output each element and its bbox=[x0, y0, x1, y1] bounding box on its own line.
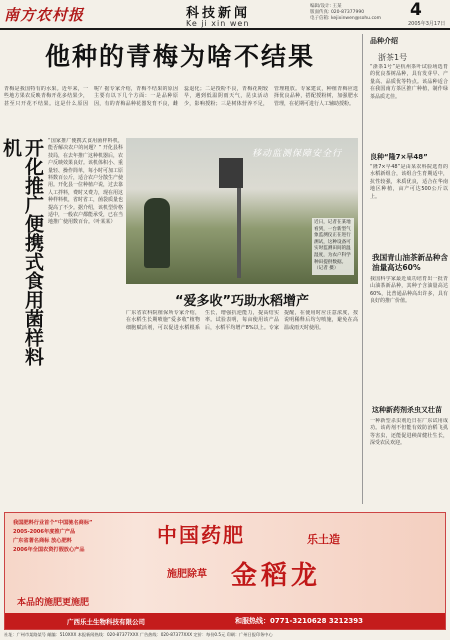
ad-claim: 广东省著名商标 放心肥料 bbox=[13, 538, 72, 544]
sub-story-headline: “爱多收”巧助水稻增产 bbox=[174, 294, 310, 309]
side-story-headline: 开化推广便携式食用菌样料机 bbox=[0, 138, 44, 366]
fertilizer-advertisement bbox=[4, 512, 446, 630]
photo-caption: 移动监测保障安全行 bbox=[252, 149, 343, 159]
item3-text: 我国科学家最近成功培育出一批青山油茶新品种，其种子含油量高达60%，比普通品种高出许多，具有良好的推广价值。 bbox=[370, 276, 448, 305]
ad-tagline: 施肥除草 bbox=[167, 569, 207, 580]
section-subtitle: Ke ji xin wen bbox=[186, 19, 250, 28]
ad-claim: 2006年全国农资打假放心产品 bbox=[13, 547, 85, 553]
item1-text: “浙茶1号”是杭州茶叶试验场选育的优良茶树品种，具有发芽早、产量高、品质优等特点。该品种适合在我国南方茶区推广种植，制作绿茶品质尤佳。 bbox=[370, 64, 448, 100]
side-story-text: “国家推广便携式食用菌样料机，能否解决农户的问题？” 开化县科技局，在去年推广这种机器后，农户反映效果良好。该机体积小、重量轻、操作简单，每小时可加工原料数百公斤，适合农户分散生产使用。开化县一位种植户说，过去靠人工拌料，费时又费力，现在用这种样料机，省时省工，菌袋质量也提高了不少。据介绍，该机型价格适中，一般农户都能承受，已在当地推广使用数百台。（叶某某） bbox=[48, 138, 123, 226]
page-footer: 社址：广州市某路某号 邮编：510XXX 本报新闻热线：020-87377XXX 广告热线：020-87377XXX 定价：每份0.5元 印刷：广州日报印务中心 bbox=[4, 632, 273, 637]
news-photo bbox=[126, 138, 358, 284]
item2-text: “隆7×早48”是由某农科院选育的水稻新组合，该组合生育期适中，抗性较强，米质优良，适合在华南地区种植，亩产可达500公斤以上。 bbox=[370, 164, 448, 200]
photo-person bbox=[144, 198, 170, 268]
issue-date: 2005年3月17日 bbox=[408, 21, 446, 27]
ad-headline: 中国药肥 bbox=[157, 523, 245, 547]
item1-title: 浙茶1号 bbox=[378, 53, 408, 62]
photo-note: 近日，记者在某地看到，一台新型气象监测仪正在进行测试，这种设备可实时监测田间的温湿度，为农户科学种田提供数据。（记者 摄） bbox=[312, 218, 354, 275]
main-article-text: 青梅是我国特有的水果。近年来，一些地方果农反映青梅开花多结果少，甚至只开花不结果。这是什么原因呢？据专家介绍，青梅不结果的原因主要有以下几个方面：一是品种原因，有的青梅品种花器发育不良，雌蕊退化；二是授粉不良，青梅花期较早，遇到低温阴雨天气，昆虫活动少，影响授粉；三是树体营养不足，管理粗放。专家建议，种植青梅应选择优良品种，搭配授粉树，加强肥水管理，在花期可进行人工辅助授粉。 bbox=[4, 86, 358, 107]
masthead-divider bbox=[0, 28, 450, 30]
item4-title: 这种新药剂杀虫又壮苗 bbox=[372, 406, 442, 414]
item4-text: 一种新型杀虫剂近日在广东试用成功。该药剂不但能有效防治稻飞虱等害虫，还能促进秧苗健壮生长，深受农民欢迎。 bbox=[370, 418, 448, 447]
sub-story-text: 广东省农科院植保所专家介绍，在水稻生长期喷施“爱多收”植物细胞赋活剂，可以促进水稻根系生长，增强抗逆能力，提高结实率。试验表明，每亩使用该产品后，水稻平均增产8%以上。专家提醒，在使用时应注意浓度，按说明稀释后均匀喷施，避免在高温或雨天时使用。 bbox=[126, 310, 358, 331]
column-divider bbox=[362, 34, 363, 504]
monitor-device bbox=[219, 158, 243, 188]
ad-slogan: 本品的施肥更施肥 bbox=[17, 598, 90, 608]
ad-phone: 和服热线：0771-3210628 3212393 bbox=[235, 617, 364, 625]
item3-title: 我国青山油茶新品种含油量高达60% bbox=[372, 253, 448, 272]
ad-claim: 我国肥料行业首个“中国驰名商标” bbox=[13, 520, 93, 526]
page-number: 4 bbox=[410, 0, 422, 20]
ad-claims bbox=[13, 519, 143, 555]
ad-company-name: 广西乐土生物科技有限公司 bbox=[67, 618, 145, 626]
section-title: 科技新闻 bbox=[186, 6, 251, 21]
variety-label: 品种介绍 bbox=[370, 37, 398, 45]
newspaper-logo: 南方农村报 bbox=[4, 6, 85, 24]
editor-info: 编辑/设计: 王某 版面传真: 020-87377990 电子信箱: kejixinwen@sohu.com bbox=[310, 4, 382, 21]
ad-headline-secondary: 乐土造 bbox=[307, 533, 340, 546]
ad-claim: 2005-2006年度推广产品 bbox=[13, 529, 76, 535]
ad-brand-name: 金稻龙 bbox=[231, 561, 322, 591]
main-headline: 他种的青梅为啥不结果 bbox=[44, 42, 315, 71]
item2-title: 良种“隆7×早48” bbox=[370, 153, 428, 161]
